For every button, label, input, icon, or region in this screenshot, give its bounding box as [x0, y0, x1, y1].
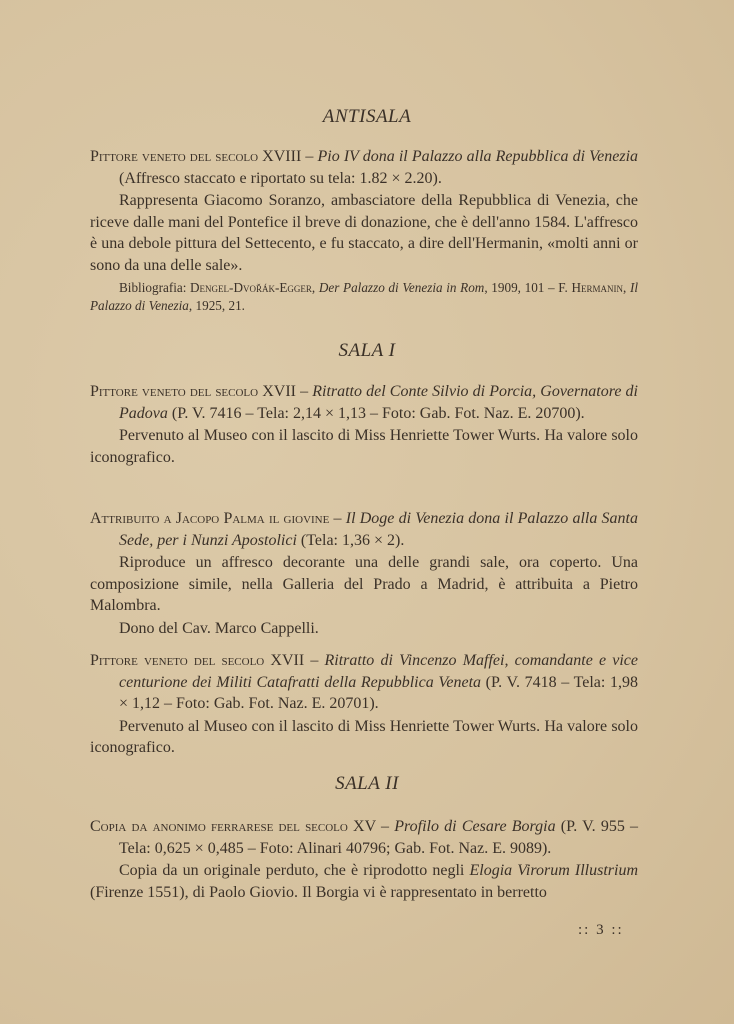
text-segment: , 1925, 21.	[188, 298, 245, 313]
text-segment: Pervenuto al Museo con il lascito di Miss Henriette Tower Wurts. Ha valore solo iconografico.	[90, 717, 638, 756]
title-italic: Der Palazzo di Venezia in Rom	[318, 280, 485, 295]
text-segment: ,	[311, 280, 319, 295]
entry-heading	[90, 650, 638, 715]
entry-heading	[90, 508, 638, 551]
page-number: :: 3 ::	[578, 922, 624, 938]
title-italic: Il Doge di Venezia dona il Palazzo alla Santa Sede, per i Nunzi Apostolici	[119, 510, 638, 549]
text-segment: (P. V. 955 – Tela: 0,625 × 0,485 – Foto: Alinari 40796; Gab. Fot. Naz. E. 9089).	[119, 818, 639, 857]
text-segment: , 1909, 101 –	[484, 280, 559, 295]
title-italic: Ritratto di Vincenzo Maffei, comandante e vice centurione dei Militi Catafratti della Repubblica Veneta	[119, 652, 639, 691]
text-segment: Rappresenta Giacomo Soranzo, ambasciatore della Repubblica di Venezia, che riceve dalle mani del Pontefice il breve di donazione, che è dell'anno 1584. L'affresco è una debole pittura del Settecento, e fu staccato, a dire dell'Hermanin, «molti anni or sono da una delle sale».	[90, 192, 638, 274]
text-segment: Bibliografia:	[119, 280, 191, 295]
author-smallcaps: F. Hermanin	[558, 280, 624, 295]
section-title-antisala: ANTISALA	[322, 106, 412, 127]
section-title-sala-1: SALA I	[338, 340, 396, 361]
text-segment: Riproduce un affresco decorante una delle grandi sale, ora coperto. Una composizione simile, nella Galleria del Prado a Madrid, è attribuita a Pietro Malombra.	[90, 554, 638, 614]
author-smallcaps: Copia da anonimo ferrarese del secolo	[90, 818, 348, 835]
title-italic: Profilo di Cesare Borgia	[394, 818, 556, 835]
text-segment: Pervenuto al Museo con il lascito di Miss Henriette Tower Wurts. Ha valore solo iconografico.	[90, 427, 638, 466]
entry	[90, 508, 638, 639]
author-smallcaps: Pittore veneto del secolo	[90, 383, 259, 400]
author-smallcaps: Pittore veneto del secolo	[90, 652, 265, 669]
text-segment: Copia da un originale perduto, che è riprodotto negli	[119, 862, 470, 879]
entry-paragraph	[90, 425, 638, 468]
text-segment: (P. V. 7418 – Tela: 1,98 × 1,12 – Foto: Gab. Fot. Naz. E. 20701).	[119, 673, 638, 712]
text-segment: XVII –	[264, 652, 325, 669]
text-segment: –	[329, 510, 346, 527]
author-smallcaps: Dengel-Dvořák-Egger	[190, 280, 312, 295]
title-italic: Il Palazzo di Venezia	[90, 280, 639, 313]
text-segment: Dono del Cav. Marco Cappelli.	[119, 619, 319, 637]
title-italic: Ritratto del Conte Silvio di Porcia, Governatore di Padova	[119, 383, 639, 422]
text-segment: (Firenze 1551), di Paolo Giovio. Il Borgia vi è rappresentato in berretto	[90, 883, 547, 901]
entry	[90, 146, 638, 315]
text-segment: XVIII –	[258, 148, 318, 165]
entry	[90, 650, 638, 759]
entry	[90, 816, 638, 903]
author-smallcaps: Pittore veneto del secolo	[90, 148, 259, 165]
entry-heading	[90, 146, 638, 189]
entry-paragraph	[90, 618, 638, 640]
text-segment: (P. V. 7416 – Tela: 2,14 × 1,13 – Foto: Gab. Fot. Naz. E. 20700).	[167, 404, 585, 422]
entry-heading	[90, 816, 638, 859]
author-smallcaps: Attribuito a Jacopo Palma il giovine	[90, 510, 330, 527]
text-segment: ,	[623, 280, 630, 295]
text-segment: XV –	[347, 818, 395, 835]
text-segment: XVII –	[258, 383, 313, 400]
section-title-sala-2: SALA II	[335, 773, 399, 794]
entry-heading	[90, 381, 638, 424]
title-italic: Elogia Virorum Illustrium	[469, 862, 638, 879]
text-segment: (Tela: 1,36 × 2).	[296, 531, 405, 549]
title-italic: Pio IV dona il Palazzo alla Repubblica di Venezia	[317, 148, 639, 165]
text-segment: (Affresco staccato e riportato su tela: 1.82 × 2.20).	[119, 169, 442, 187]
entry-paragraph	[90, 860, 638, 903]
entry-paragraph	[90, 190, 638, 276]
bibliography	[90, 279, 638, 315]
entry-paragraph	[90, 716, 638, 759]
entry-paragraph	[90, 552, 638, 617]
entry	[90, 381, 638, 468]
